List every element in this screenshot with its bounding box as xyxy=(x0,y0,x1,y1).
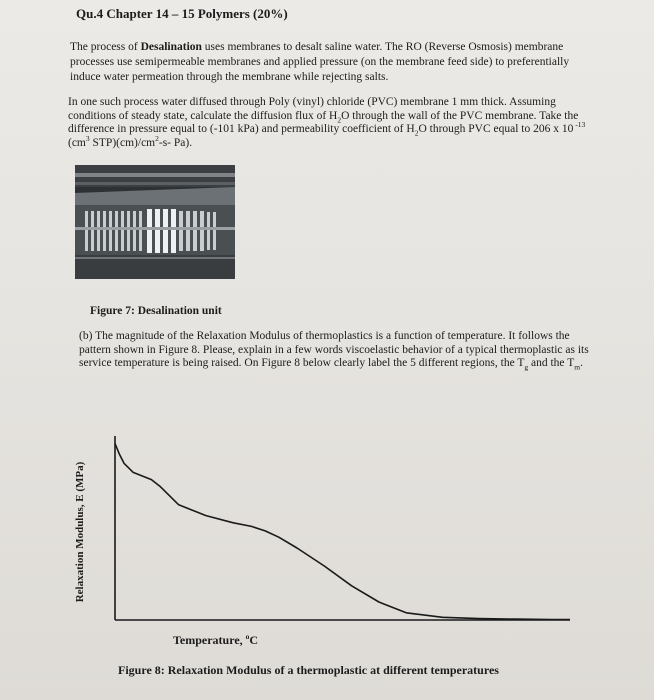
h2o-subscript-1: 2 xyxy=(337,114,342,124)
desalination-unit-photo xyxy=(75,165,235,279)
partb-paragraph xyxy=(79,330,589,371)
figure7-caption: Figure 7: Desalination unit xyxy=(90,305,222,317)
intro-bold-term: Desalination xyxy=(140,41,202,53)
tm-subscript: m xyxy=(574,362,581,372)
relaxation-modulus-chart xyxy=(70,430,630,650)
problem-text-1: In one such process water diffused through Poly (vinyl) chloride (PVC) membrane 1 mm thick. Assuming conditions of steady state, calculate the diffusion flux of H xyxy=(68,96,556,122)
x-axis-label-text: Temperature, xyxy=(173,633,246,647)
chart-y-axis-label: Relaxation Modulus, E (MPa) xyxy=(74,461,86,603)
h2o-subscript-2: 2 xyxy=(414,128,419,138)
partb-text-1: (b) The magnitude of the Relaxation Modulus of thermoplastics is a function of temperature. It follows the pattern shown in Figure 8. Please, explain in a few words viscoelastic behavior of a typical thermoplastic as its service temperature is being raised. On Figure 8 below clearly label the 5 different regions, the T xyxy=(79,330,589,369)
cm3-superscript: 3 xyxy=(85,133,90,143)
intro-paragraph xyxy=(70,40,590,85)
tg-subscript: g xyxy=(524,362,529,372)
x-axis-unit: C xyxy=(249,633,259,647)
problem-text-6: -s- Pa). xyxy=(158,136,193,149)
problem-text-3: O through PVC equal to 206 x 10 xyxy=(418,123,574,135)
intro-lead: The process of xyxy=(70,41,141,53)
cm2-superscript: 2 xyxy=(155,133,159,143)
problem-text-4: (cm xyxy=(68,136,86,149)
question-heading: Qu.4 Chapter 14 – 15 Polymers (20%) xyxy=(76,6,288,21)
partb-text-3: . xyxy=(580,357,583,369)
figure8-caption: Figure 8: Relaxation Modulus of a thermoplastic at different temperatures xyxy=(118,663,499,677)
desalination-photo-drawing xyxy=(75,165,235,279)
problem-text-2: O through the wall of the PVC membrane. Take the difference in pressure equal to (-101 kPa) and permeability coefficient of H xyxy=(68,109,579,135)
partb-text-2: and the T xyxy=(528,357,575,369)
intro-rest: uses membranes to desalt saline water. The RO (Reverse Osmosis) membrane processes use semipermeable membranes and applied pressure (on the membrane feed side) to preferentially induce water permeation through the membrane while rejecting salts. xyxy=(70,41,570,83)
exponent-superscript: -13 xyxy=(573,120,586,130)
chart-x-axis-label xyxy=(173,633,258,648)
series-line-0 xyxy=(115,444,570,620)
degree-symbol: o xyxy=(245,632,250,641)
problem-paragraph xyxy=(68,96,598,150)
problem-text-5: STP)(cm)/cm xyxy=(89,136,156,149)
